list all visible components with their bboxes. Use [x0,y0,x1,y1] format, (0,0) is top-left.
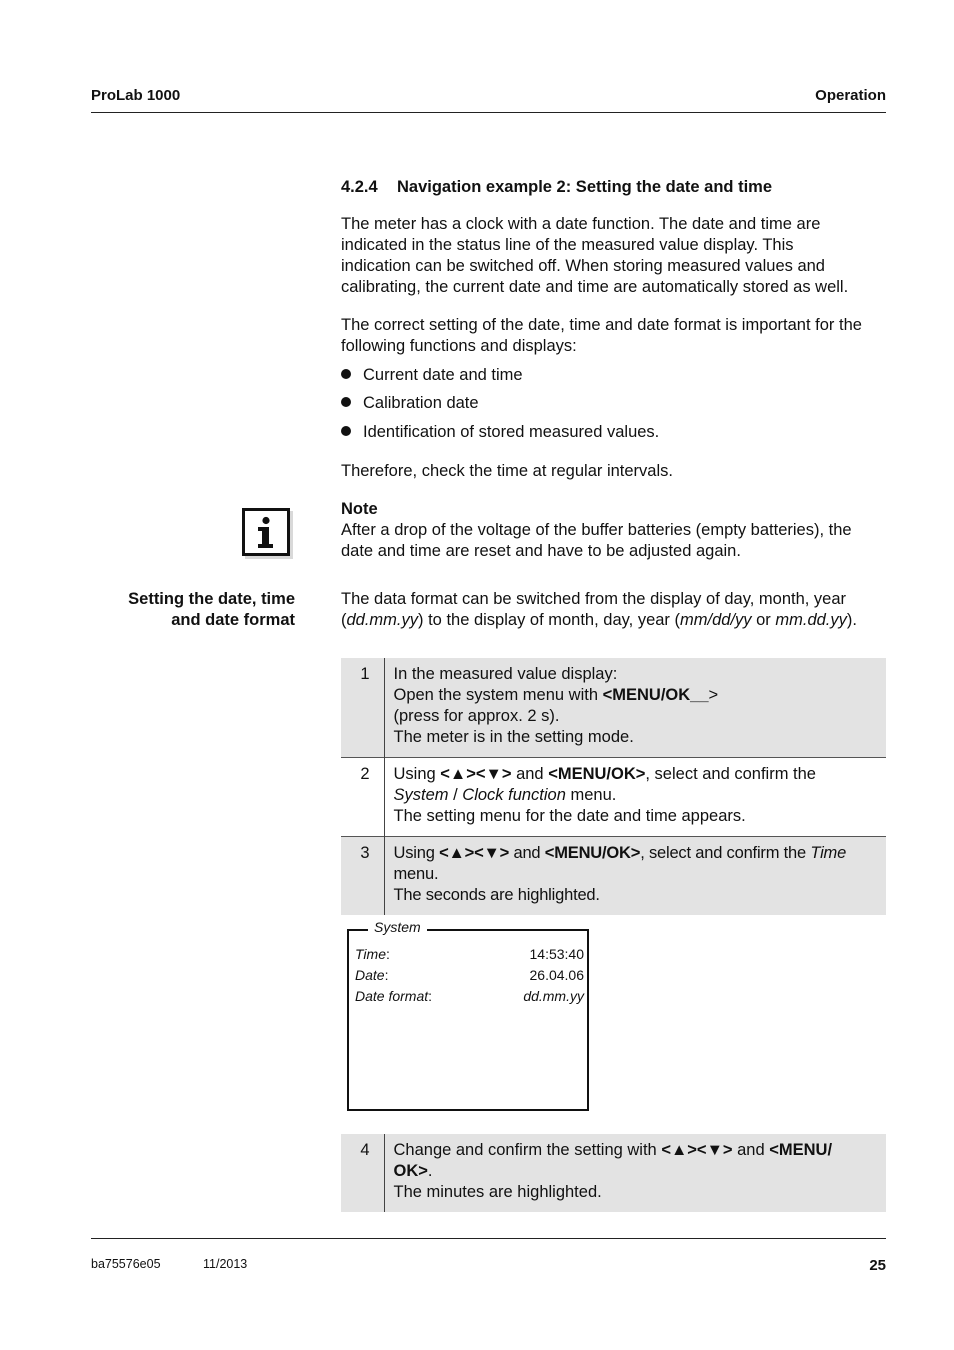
text-run: / [448,786,463,804]
text-run: or [751,611,776,629]
display-value: dd.mm.yy [523,988,584,1004]
label-text: Date [355,967,385,983]
text-line [394,764,879,785]
text-line: The correct setting of the date, time and date format is important for the [341,316,862,334]
steps-table-continued [341,1134,886,1212]
display-value: 26.04.06 [529,967,584,983]
bullet-text: Calibration date [363,394,479,412]
label-colon: : [384,967,389,983]
check-time-paragraph: Therefore, check the time at regular intervals. [341,462,673,480]
key-menu-ok: <MENU/OK> [544,844,641,862]
text-line: indication can be switched off. When storing measured values and [341,257,825,275]
text-run: and [732,1141,770,1159]
key-menu-ok: <MENU/OK> [548,765,646,783]
key-arrows: <▲><▼> [661,1141,733,1159]
bullet-dot-icon [341,426,351,436]
note-heading: Note [341,500,378,518]
display-value: 14:53:40 [529,946,584,962]
footer-date: 11/2013 [203,1257,248,1271]
running-header-section: Operation [815,87,886,104]
display-label [355,946,390,962]
display-row-date [355,967,584,983]
text-line: In the measured value display: [393,665,618,683]
text-run: Change and confirm the setting with [393,1141,662,1159]
format-mm-dd-yy-dot: mm.dd.yy [775,611,847,629]
key-menu-ok: OK> [393,1162,428,1180]
side-heading-line: and date format [171,611,295,629]
steps-table [341,658,886,915]
label-colon: : [386,946,390,962]
menu-time: Time [810,844,847,862]
note-line: After a drop of the voltage of the buffer batteries (empty batteries), the [341,521,852,539]
text-line: The meter has a clock with a date function. The date and time are [341,215,821,233]
label-text: Date format [355,988,429,1004]
text-line: The data format can be switched from the display of day, month, year [341,590,847,608]
bullet-item [341,422,659,443]
text-line: calibrating, the current date and time are automatically stored as well. [341,278,849,296]
bullet-item [341,393,479,414]
display-title: System [368,919,427,935]
step-number: 1 [341,658,384,758]
importance-paragraph [341,315,862,357]
text-line: The seconds are highlighted. [393,886,600,904]
footer-rule [91,1238,886,1239]
text-line: The meter is in the setting mode. [393,728,634,746]
text-run: and [511,765,549,783]
key-menu-ok: <MENU/ [769,1141,833,1159]
format-dd-mm-yy: dd.mm.yy [346,611,419,629]
display-label [355,988,432,1004]
text-line: following functions and displays: [341,337,577,355]
step-number: 3 [341,837,384,916]
step-text [384,658,886,758]
note-line: date and time are reset and have to be adjusted again. [341,542,741,560]
text-run: . [427,1162,433,1180]
menu-system: System [393,786,449,804]
bullet-text: Identification of stored measured values. [363,423,660,441]
text-run: , select and confirm the [640,844,811,862]
side-heading-line: Setting the date, time [128,590,295,608]
step-row [341,758,886,837]
display-row-time [355,946,584,962]
bullet-dot-icon [341,369,351,379]
text-run: and [509,844,545,862]
text-line [394,1140,879,1161]
display-label [355,967,388,983]
section-title-text: Navigation example 2: Setting the date and time [397,178,772,196]
page-number: 25 [869,1257,886,1274]
step-row [341,837,886,916]
display-row-date-format [355,988,584,1004]
step-text [384,758,886,837]
header-rule [91,112,886,113]
text-run: menu. [565,786,617,804]
key-arrows: <▲><▼> [439,844,510,862]
label-text: Time [355,946,386,962]
text-run: Using [393,844,440,862]
bullet-item [341,365,523,386]
step-text [384,1134,886,1212]
text-run: Open the system menu with [393,686,603,704]
section-title [341,178,772,197]
text-line: indicated in the status line of the measured value display. This [341,236,794,254]
text-line: (press for approx. 2 s). [393,707,560,725]
side-heading [91,589,295,631]
footer-doc-number: ba75576e05 [91,1257,161,1271]
text-line [394,685,879,706]
step-row [341,1134,886,1212]
text-line [394,1161,879,1182]
format-mm-dd-yy-slash: mm/dd/yy [680,611,752,629]
section-number: 4.2.4 [341,178,378,196]
text-run: , select and confirm the [645,765,816,783]
text-line [341,610,857,631]
menu-clock-function: Clock function [462,786,566,804]
label-colon: : [428,988,433,1004]
text-run: ) to the display of month, day, year ( [418,611,681,629]
bullet-text: Current date and time [363,366,523,384]
step-row [341,658,886,758]
text-run: ( [341,611,347,629]
text-line: The minutes are highlighted. [393,1183,602,1201]
key-menu-ok-long: <MENU/OK__ [602,686,709,704]
text-run: > [708,686,719,704]
text-run: ). [846,611,857,629]
note-block [341,499,852,562]
format-paragraph [341,589,857,631]
text-line: menu. [393,865,439,883]
intro-paragraph [341,214,848,298]
running-header-title: ProLab 1000 [91,87,181,104]
text-line: The setting menu for the date and time appears. [393,807,746,825]
text-line [394,843,879,864]
step-number: 2 [341,758,384,837]
step-text [384,837,886,916]
step-number: 4 [341,1134,384,1212]
bullet-dot-icon [341,397,351,407]
text-run: Using [393,765,441,783]
key-arrows: <▲><▼> [440,765,512,783]
text-line [394,785,879,806]
info-icon [242,508,290,556]
